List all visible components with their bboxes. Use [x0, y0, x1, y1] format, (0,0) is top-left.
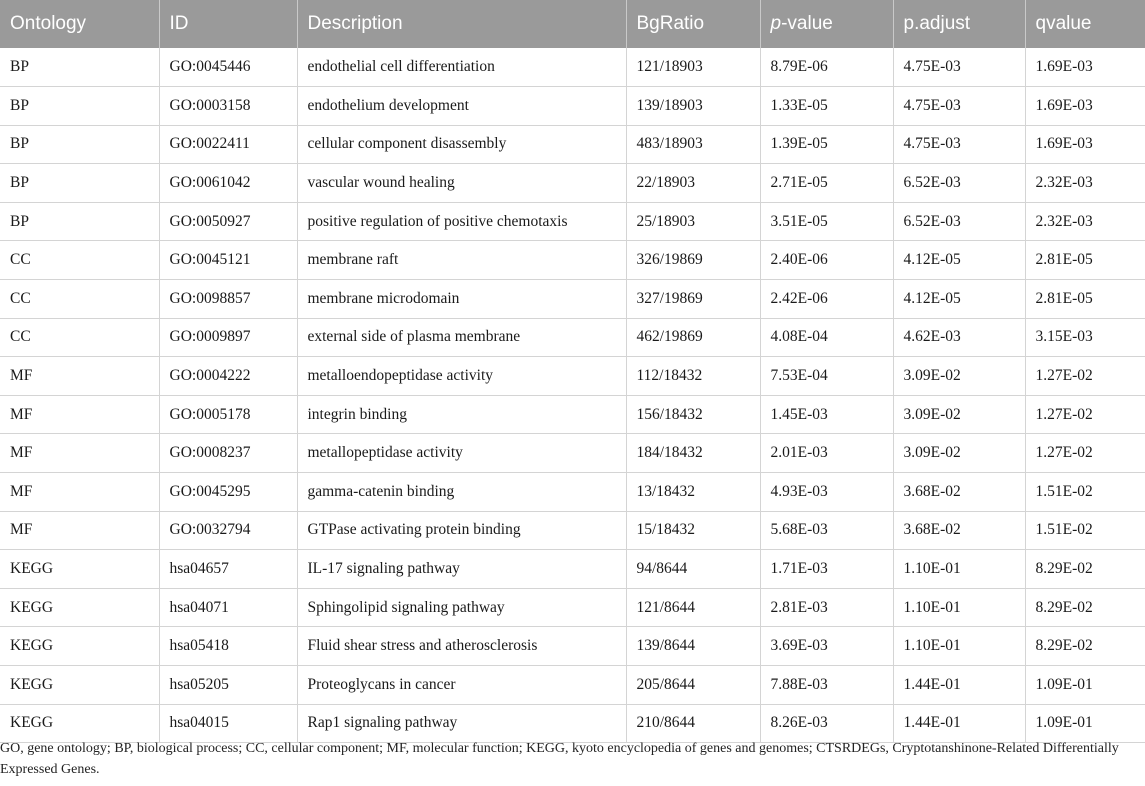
- header-pvalue-p: p: [770, 13, 782, 34]
- cell-ontology: BP: [0, 164, 159, 203]
- table-row: [0, 202, 1145, 241]
- cell-ontology: MF: [0, 357, 159, 396]
- cell-ontology: KEGG: [0, 550, 159, 589]
- header-pvalue-suffix: -value: [781, 13, 833, 34]
- cell-bgratio: 112/18432: [626, 357, 760, 396]
- cell-id: hsa04015: [159, 704, 297, 743]
- cell-description: Fluid shear stress and atherosclerosis: [297, 627, 626, 666]
- table-row: [0, 704, 1145, 743]
- cell-padjust: 1.44E-01: [893, 666, 1025, 705]
- table-row: [0, 473, 1145, 512]
- cell-padjust: 3.09E-02: [893, 434, 1025, 473]
- cell-id: hsa04071: [159, 588, 297, 627]
- cell-ontology: KEGG: [0, 666, 159, 705]
- table-row: [0, 588, 1145, 627]
- cell-padjust: 4.75E-03: [893, 48, 1025, 87]
- cell-ontology: BP: [0, 125, 159, 164]
- cell-qvalue: 1.51E-02: [1025, 473, 1145, 512]
- header-bgratio: BgRatio: [626, 0, 760, 48]
- table-row: [0, 666, 1145, 705]
- table-row: [0, 164, 1145, 203]
- cell-ontology: KEGG: [0, 627, 159, 666]
- cell-bgratio: 22/18903: [626, 164, 760, 203]
- cell-padjust: 3.09E-02: [893, 395, 1025, 434]
- cell-padjust: 3.68E-02: [893, 473, 1025, 512]
- cell-ontology: MF: [0, 511, 159, 550]
- cell-bgratio: 205/8644: [626, 666, 760, 705]
- cell-description: membrane raft: [297, 241, 626, 280]
- cell-pvalue: 8.79E-06: [760, 48, 893, 87]
- cell-bgratio: 327/19869: [626, 280, 760, 319]
- cell-qvalue: 8.29E-02: [1025, 550, 1145, 589]
- cell-pvalue: 2.71E-05: [760, 164, 893, 203]
- table-body: [0, 48, 1145, 743]
- cell-qvalue: 2.81E-05: [1025, 280, 1145, 319]
- header-qvalue: qvalue: [1025, 0, 1145, 48]
- header-padjust: p.adjust: [893, 0, 1025, 48]
- cell-bgratio: 15/18432: [626, 511, 760, 550]
- cell-pvalue: 2.42E-06: [760, 280, 893, 319]
- cell-ontology: KEGG: [0, 588, 159, 627]
- cell-pvalue: 3.69E-03: [760, 627, 893, 666]
- cell-description: IL-17 signaling pathway: [297, 550, 626, 589]
- cell-description: endothelial cell differentiation: [297, 48, 626, 87]
- cell-qvalue: 3.15E-03: [1025, 318, 1145, 357]
- table-footnote: GO, gene ontology; BP, biological process; CC, cellular component; MF, molecular function; KEGG, kyoto encyclopedia of genes and genomes; CTSRDEGs, Cryptotanshinone-Related Differentially Expressed Genes.: [0, 741, 1119, 777]
- cell-id: GO:0005178: [159, 395, 297, 434]
- cell-qvalue: 1.09E-01: [1025, 704, 1145, 743]
- cell-pvalue: 2.81E-03: [760, 588, 893, 627]
- cell-id: GO:0004222: [159, 357, 297, 396]
- cell-id: GO:0045446: [159, 48, 297, 87]
- cell-description: vascular wound healing: [297, 164, 626, 203]
- cell-ontology: CC: [0, 241, 159, 280]
- cell-description: membrane microdomain: [297, 280, 626, 319]
- cell-padjust: 4.12E-05: [893, 280, 1025, 319]
- cell-id: GO:0032794: [159, 511, 297, 550]
- cell-pvalue: 1.71E-03: [760, 550, 893, 589]
- table-row: [0, 357, 1145, 396]
- cell-description: gamma-catenin binding: [297, 473, 626, 512]
- cell-id: GO:0050927: [159, 202, 297, 241]
- table-row: [0, 280, 1145, 319]
- cell-padjust: 4.62E-03: [893, 318, 1025, 357]
- cell-pvalue: 7.88E-03: [760, 666, 893, 705]
- cell-padjust: 1.10E-01: [893, 550, 1025, 589]
- table-row: [0, 87, 1145, 126]
- table-row: [0, 434, 1145, 473]
- cell-id: hsa04657: [159, 550, 297, 589]
- table-row: [0, 395, 1145, 434]
- header-id: ID: [159, 0, 297, 48]
- cell-description: external side of plasma membrane: [297, 318, 626, 357]
- cell-qvalue: 1.69E-03: [1025, 48, 1145, 87]
- cell-bgratio: 156/18432: [626, 395, 760, 434]
- cell-pvalue: 2.40E-06: [760, 241, 893, 280]
- cell-ontology: MF: [0, 395, 159, 434]
- cell-ontology: MF: [0, 434, 159, 473]
- cell-id: hsa05418: [159, 627, 297, 666]
- cell-bgratio: 184/18432: [626, 434, 760, 473]
- cell-pvalue: 1.33E-05: [760, 87, 893, 126]
- cell-padjust: 4.75E-03: [893, 125, 1025, 164]
- cell-bgratio: 94/8644: [626, 550, 760, 589]
- cell-qvalue: 1.09E-01: [1025, 666, 1145, 705]
- cell-qvalue: 1.51E-02: [1025, 511, 1145, 550]
- table-row: [0, 511, 1145, 550]
- cell-description: metallopeptidase activity: [297, 434, 626, 473]
- cell-padjust: 4.75E-03: [893, 87, 1025, 126]
- cell-qvalue: 2.32E-03: [1025, 164, 1145, 203]
- cell-bgratio: 483/18903: [626, 125, 760, 164]
- cell-pvalue: 1.39E-05: [760, 125, 893, 164]
- cell-id: GO:0045121: [159, 241, 297, 280]
- table-header: [0, 0, 1145, 48]
- cell-id: hsa05205: [159, 666, 297, 705]
- cell-qvalue: 8.29E-02: [1025, 627, 1145, 666]
- cell-id: GO:0008237: [159, 434, 297, 473]
- header-pvalue: [760, 0, 893, 48]
- cell-pvalue: 8.26E-03: [760, 704, 893, 743]
- cell-ontology: BP: [0, 87, 159, 126]
- cell-ontology: CC: [0, 280, 159, 319]
- cell-ontology: BP: [0, 48, 159, 87]
- cell-qvalue: 1.27E-02: [1025, 395, 1145, 434]
- table-row: [0, 48, 1145, 87]
- cell-description: integrin binding: [297, 395, 626, 434]
- cell-id: GO:0098857: [159, 280, 297, 319]
- table-row: [0, 318, 1145, 357]
- cell-id: GO:0045295: [159, 473, 297, 512]
- cell-id: GO:0009897: [159, 318, 297, 357]
- cell-qvalue: 2.81E-05: [1025, 241, 1145, 280]
- cell-ontology: BP: [0, 202, 159, 241]
- cell-ontology: MF: [0, 473, 159, 512]
- cell-padjust: 1.10E-01: [893, 588, 1025, 627]
- cell-pvalue: 7.53E-04: [760, 357, 893, 396]
- cell-qvalue: 8.29E-02: [1025, 588, 1145, 627]
- cell-qvalue: 1.27E-02: [1025, 357, 1145, 396]
- header-description: Description: [297, 0, 626, 48]
- cell-qvalue: 1.69E-03: [1025, 125, 1145, 164]
- header-row: [0, 0, 1145, 48]
- cell-qvalue: 1.27E-02: [1025, 434, 1145, 473]
- cell-description: GTPase activating protein binding: [297, 511, 626, 550]
- header-ontology: Ontology: [0, 0, 159, 48]
- cell-pvalue: 4.93E-03: [760, 473, 893, 512]
- cell-ontology: CC: [0, 318, 159, 357]
- cell-description: endothelium development: [297, 87, 626, 126]
- cell-bgratio: 121/8644: [626, 588, 760, 627]
- cell-bgratio: 13/18432: [626, 473, 760, 512]
- cell-id: GO:0061042: [159, 164, 297, 203]
- table-row: [0, 550, 1145, 589]
- cell-padjust: 3.09E-02: [893, 357, 1025, 396]
- cell-ontology: KEGG: [0, 704, 159, 743]
- cell-pvalue: 1.45E-03: [760, 395, 893, 434]
- cell-description: Rap1 signaling pathway: [297, 704, 626, 743]
- cell-id: GO:0022411: [159, 125, 297, 164]
- cell-bgratio: 25/18903: [626, 202, 760, 241]
- cell-pvalue: 2.01E-03: [760, 434, 893, 473]
- cell-description: positive regulation of positive chemotaxis: [297, 202, 626, 241]
- cell-description: cellular component disassembly: [297, 125, 626, 164]
- cell-id: GO:0003158: [159, 87, 297, 126]
- cell-padjust: 1.10E-01: [893, 627, 1025, 666]
- table-row: [0, 627, 1145, 666]
- table-row: [0, 125, 1145, 164]
- cell-description: metalloendopeptidase activity: [297, 357, 626, 396]
- cell-bgratio: 210/8644: [626, 704, 760, 743]
- cell-bgratio: 326/19869: [626, 241, 760, 280]
- cell-description: Sphingolipid signaling pathway: [297, 588, 626, 627]
- cell-bgratio: 121/18903: [626, 48, 760, 87]
- cell-pvalue: 4.08E-04: [760, 318, 893, 357]
- cell-bgratio: 139/18903: [626, 87, 760, 126]
- cell-qvalue: 2.32E-03: [1025, 202, 1145, 241]
- table-row: [0, 241, 1145, 280]
- cell-qvalue: 1.69E-03: [1025, 87, 1145, 126]
- cell-padjust: 6.52E-03: [893, 164, 1025, 203]
- cell-padjust: 3.68E-02: [893, 511, 1025, 550]
- cell-bgratio: 139/8644: [626, 627, 760, 666]
- cell-padjust: 1.44E-01: [893, 704, 1025, 743]
- cell-pvalue: 3.51E-05: [760, 202, 893, 241]
- cell-pvalue: 5.68E-03: [760, 511, 893, 550]
- cell-bgratio: 462/19869: [626, 318, 760, 357]
- cell-padjust: 6.52E-03: [893, 202, 1025, 241]
- cell-description: Proteoglycans in cancer: [297, 666, 626, 705]
- cell-padjust: 4.12E-05: [893, 241, 1025, 280]
